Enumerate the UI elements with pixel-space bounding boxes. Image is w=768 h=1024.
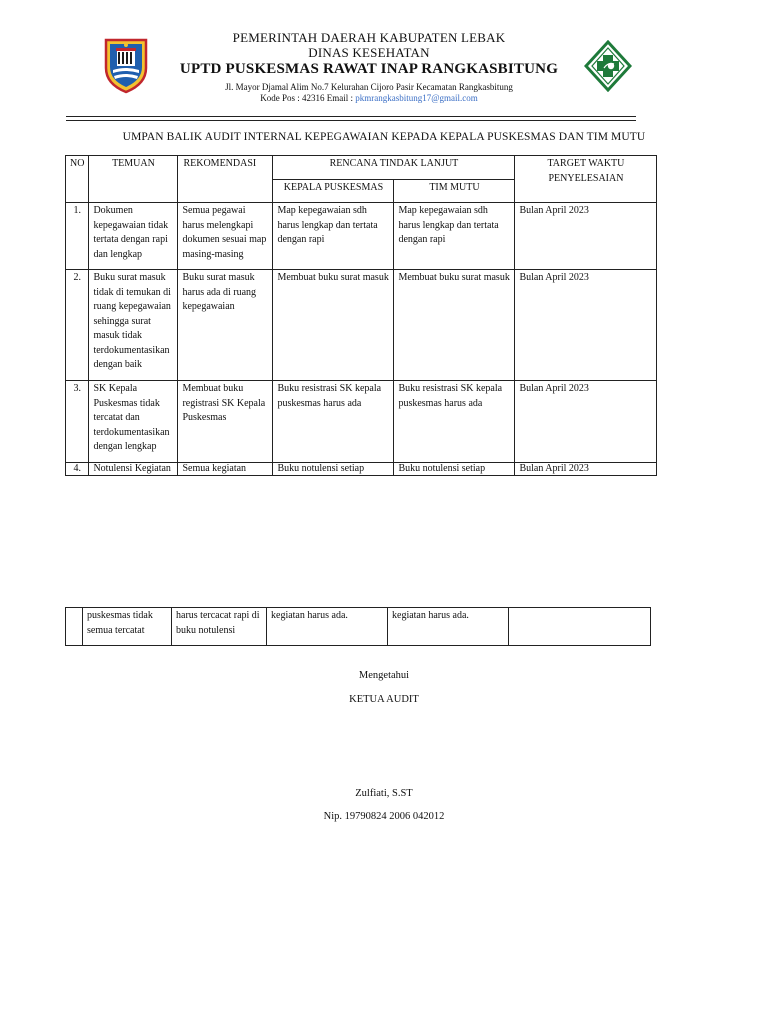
department-name: DINAS KESEHATAN [308, 45, 430, 60]
row-target: Bulan April 2023 [515, 463, 657, 476]
puskesmas-emblem-icon [584, 40, 632, 92]
row-rekomendasi: Semua pegawai harus melengkapi dokumen sesuai map masing-masing [178, 203, 273, 270]
letterhead-rule-thin [66, 120, 636, 121]
row-rekomendasi: Buku surat masuk harus ada di ruang kepegawaian [178, 270, 273, 381]
address: Jl. Mayor Djamal Alim No.7 Kelurahan Cijoro Pasir Kecamatan Rangkasbitung [225, 82, 513, 92]
row-kepala-puskesmas: Buku notulensi setiap [273, 463, 394, 476]
lebak-regency-crest-icon [103, 36, 149, 94]
table-header-row [66, 156, 657, 180]
header-tim-mutu: TIM MUTU [394, 180, 515, 203]
row-tim-mutu: Buku resistrasi SK kepala puskesmas harus ada [394, 381, 515, 463]
table-row [66, 270, 657, 381]
row-temuan: Dokumen kepegawaian tidak tertata dengan rapi dan lengkap [89, 203, 178, 270]
row-tim-mutu: Map kepegawaian sdh harus lengkap dan tertata dengan rapi [394, 203, 515, 270]
row-target: Bulan April 2023 [515, 203, 657, 270]
row-kepala-puskesmas: kegiatan harus ada. [267, 608, 388, 646]
header-temuan: TEMUAN [89, 156, 178, 203]
header-no: NO [66, 156, 89, 203]
row-target: Bulan April 2023 [515, 270, 657, 381]
audit-feedback-table-continued [65, 607, 651, 646]
row-tim-mutu: kegiatan harus ada. [388, 608, 509, 646]
table-row [66, 203, 657, 270]
row-number: 1. [66, 203, 89, 270]
government-name: PEMERINTAH DAERAH KABUPATEN LEBAK [232, 30, 506, 45]
signatory-nip: Nip. 19790824 2006 042012 [323, 811, 445, 822]
row-rekomendasi: Semua kegiatan [178, 463, 273, 476]
row-kepala-puskesmas: Membuat buku surat masuk [273, 270, 394, 381]
table-row [66, 463, 657, 476]
row-tim-mutu: Membuat buku surat masuk [394, 270, 515, 381]
row-target [509, 608, 651, 646]
letterhead [0, 30, 768, 115]
table-row [66, 381, 657, 463]
table-row-continuation [66, 608, 651, 646]
row-number [66, 608, 83, 646]
header-rencana-tindak-lanjut: RENCANA TINDAK LANJUT [273, 156, 515, 180]
signatory-role: KETUA AUDIT [349, 694, 419, 705]
row-kepala-puskesmas: Map kepegawaian sdh harus lengkap dan tertata dengan rapi [273, 203, 394, 270]
row-number: 3. [66, 381, 89, 463]
row-target: Bulan April 2023 [515, 381, 657, 463]
header-kepala-puskesmas: KEPALA PUSKESMAS [273, 180, 394, 203]
row-rekomendasi: harus tercacat rapi di buku notulensi [172, 608, 267, 646]
email-link[interactable]: pkmrangkasbitung17@gmail.com [355, 93, 478, 103]
letterhead-rule-thick [66, 116, 636, 117]
row-tim-mutu: Buku notulensi setiap [394, 463, 515, 476]
row-rekomendasi: Membuat buku registrasi SK Kepala Puskesmas [178, 381, 273, 463]
header-target-waktu: TARGET WAKTU PENYELESAIAN [515, 156, 657, 203]
postal-code: Kode Pos : 42316 Email : [260, 93, 356, 103]
row-temuan: puskesmas tidak semua tercatat [83, 608, 172, 646]
postal-email-line [150, 93, 588, 104]
acknowledged-label: Mengetahui [358, 670, 410, 681]
row-temuan: Notulensi Kegiatan [89, 463, 178, 476]
row-kepala-puskesmas: Buku resistrasi SK kepala puskesmas harus ada [273, 381, 394, 463]
header-rekomendasi: REKOMENDASI [178, 156, 273, 203]
signatory-name: Zulfiati, S.ST [355, 788, 413, 799]
row-number: 4. [66, 463, 89, 476]
audit-feedback-table [65, 155, 657, 476]
row-number: 2. [66, 270, 89, 381]
row-temuan: Buku surat masuk tidak di temukan di ruang kepegawaian sehingga surat masuk tidak terdokumentasikan dengan baik [89, 270, 178, 381]
document-title: UMPAN BALIK AUDIT INTERNAL KEPEGAWAIAN KEPADA KEPALA PUSKESMAS DAN TIM MUTU [122, 131, 646, 143]
institution-name: UPTD PUSKESMAS RAWAT INAP RANGKASBITUNG [179, 61, 559, 77]
row-temuan: SK Kepala Puskesmas tidak tercatat dan terdokumentasikan dengan lengkap [89, 381, 178, 463]
